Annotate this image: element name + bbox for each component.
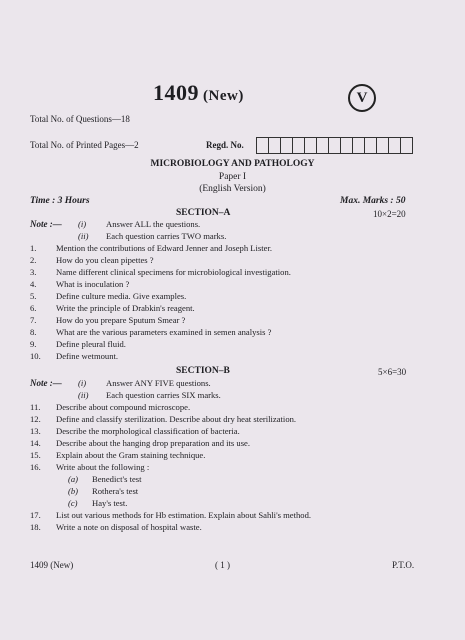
paper-code [153, 80, 244, 106]
set-badge: V [348, 84, 376, 112]
question-text: What is inoculation ? [56, 279, 130, 289]
question-text: Write about the following : [56, 462, 150, 472]
question-number: 11. [30, 402, 41, 412]
section-a-note-text: Answer ALL the questions. [106, 219, 201, 229]
question-text: Mention the contributions of Edward Jenner and Joseph Lister. [56, 243, 272, 253]
total-pages: Total No. of Printed Pages—2 [30, 140, 139, 150]
question-text: Write a note on disposal of hospital waste. [56, 522, 202, 532]
regd-number-boxes[interactable] [256, 137, 413, 154]
question-number: 4. [30, 279, 37, 289]
sub-question-text: Rothera's test [92, 486, 139, 496]
section-b-note-num: (ii) [78, 390, 89, 400]
question-text: Define pleural fluid. [56, 339, 126, 349]
question-number: 17. [30, 510, 41, 520]
subject-title: MICROBIOLOGY AND PATHOLOGY [150, 159, 315, 169]
question-number: 10. [30, 351, 41, 361]
question-number: 9. [30, 339, 37, 349]
question-number: 7. [30, 315, 37, 325]
question-text: Describe about compound microscope. [56, 402, 191, 412]
question-text: Define and classify sterilization. Describe about dry heat sterilization. [56, 414, 297, 424]
question-number: 15. [30, 450, 41, 460]
version-label: (English Version) [199, 184, 266, 194]
section-a-title: SECTION–A [176, 208, 231, 218]
paper-code-variant: (New) [203, 88, 244, 104]
section-a-marks: 10×2=20 [373, 209, 406, 219]
section-a-note-num: (ii) [78, 231, 89, 241]
section-a-note-label: Note :— [30, 219, 62, 229]
regd-label: Regd. No. [206, 140, 244, 150]
paper-number: Paper I [218, 172, 247, 182]
question-text: How do you clean pipettes ? [56, 255, 154, 265]
section-b-note-label: Note :— [30, 378, 62, 388]
question-text: Name different clinical specimens for microbiological investigation. [56, 267, 291, 277]
sub-question-text: Benedict's test [92, 474, 142, 484]
section-a-note-num: (i) [78, 219, 87, 229]
question-text: What are the various parameters examined in semen analysis ? [56, 327, 272, 337]
section-b-marks: 5×6=30 [378, 367, 407, 377]
section-b-note-text: Answer ANY FIVE questions. [106, 378, 211, 388]
question-number: 1. [30, 243, 37, 253]
section-b-title: SECTION–B [176, 366, 230, 376]
question-text: List out various methods for Hb estimation. Explain about Sahli's method. [56, 510, 312, 520]
section-b-note-text: Each question carries SIX marks. [106, 390, 221, 400]
question-number: 16. [30, 462, 41, 472]
sub-question-letter: (b) [68, 486, 79, 496]
question-number: 2. [30, 255, 37, 265]
question-text: Write the principle of Drabkin's reagent. [56, 303, 195, 313]
question-number: 3. [30, 267, 37, 277]
question-text: Explain about the Gram staining technique. [56, 450, 206, 460]
sub-question-letter: (a) [68, 474, 79, 484]
section-a-note-text: Each question carries TWO marks. [106, 231, 227, 241]
total-questions: Total No. of Questions—18 [30, 114, 130, 124]
footer-code: 1409 (New) [30, 560, 74, 570]
question-text: How do you prepare Sputum Smear ? [56, 315, 186, 325]
footer-pto: P.T.O. [392, 560, 415, 570]
question-text: Define culture media. Give examples. [56, 291, 187, 301]
question-number: 5. [30, 291, 37, 301]
section-b-note-num: (i) [78, 378, 87, 388]
question-text: Describe about the hanging drop preparation and its use. [56, 438, 251, 448]
question-text: Define wetmount. [56, 351, 119, 361]
footer-page-number: ( 1 ) [215, 560, 230, 570]
question-text: Describe the morphological classification of bacteria. [56, 426, 240, 436]
question-number: 12. [30, 414, 41, 424]
question-number: 14. [30, 438, 41, 448]
paper-code-number: 1409 [153, 80, 199, 105]
question-number: 13. [30, 426, 41, 436]
question-number: 8. [30, 327, 37, 337]
max-marks: Max. Marks : 50 [340, 196, 406, 206]
time-label: Time : 3 Hours [30, 196, 90, 206]
sub-question-letter: (c) [68, 498, 78, 508]
question-number: 18. [30, 522, 41, 532]
question-number: 6. [30, 303, 37, 313]
sub-question-text: Hay's test. [92, 498, 128, 508]
